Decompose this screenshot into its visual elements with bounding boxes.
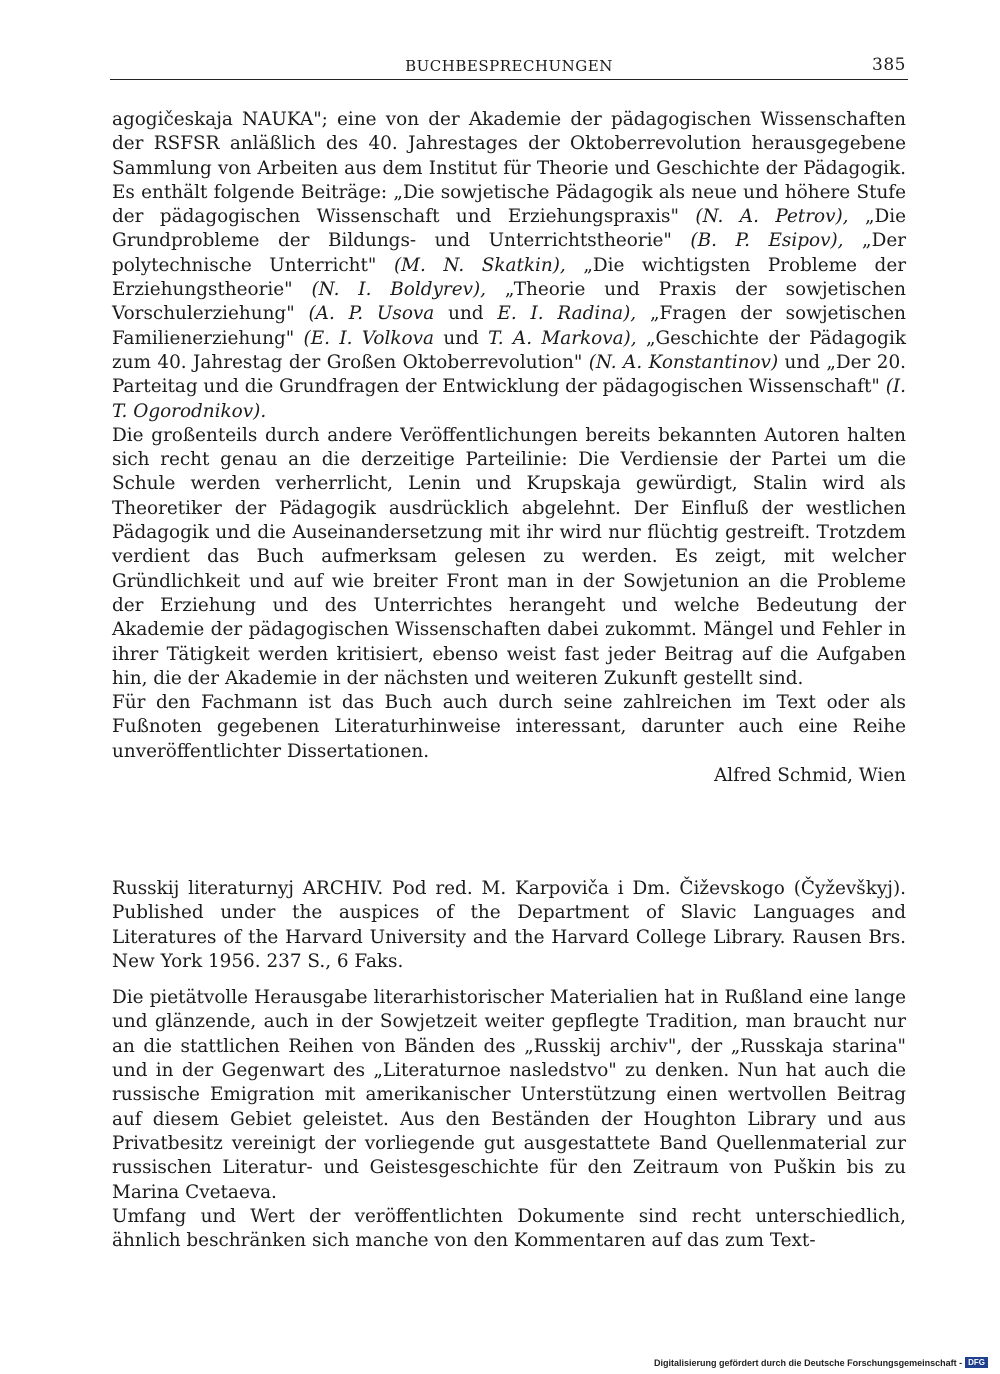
page-number: 385 — [872, 55, 906, 75]
text-run: und „Der 20. Parteitag und die Grundfragen der Entwicklung der pädagogischen Wissenschaft" — [112, 351, 906, 398]
text-run: „Die wichtigsten Probleme der Erziehungstheorie" — [112, 254, 906, 301]
author-name: (N. A. Petrov), — [695, 206, 849, 228]
review-2-bibliographic-heading: Russkij literaturnyj ARCHIV. Pod red. M. Karpoviča i Dm. Čiževskogo (Čyževškyj). Published under the auspices of the Department of Slavic Languages and Literatures of the Harvard University and the Harvard College Library. Rausen Brs. New York 1956. 237 S., 6 Faks. — [112, 878, 906, 972]
author-name: (E. I. Volkova — [303, 327, 434, 349]
review-1-paragraph-1 — [112, 108, 906, 424]
author-name: (M. N. Skatkin), — [393, 254, 566, 276]
author-name: T. A. Markova), — [488, 327, 637, 349]
text-run: und — [433, 327, 489, 349]
review-1 — [112, 108, 906, 788]
review-2-paragraph-1: Die pietätvolle Herausgabe literarhistorischer Materialien hat in Rußland eine lange und glänzende, auch in der Sowjetzeit weiter gepflegte Tradition, man braucht nur an die stattlichen Reihen von Bänden des „Russkij archiv", der „Russkaja starina" und in der Gegenwart des „Literaturnoe nasledstvo" zu denken. Nun hat auch die russische Emigration mit amerikanischer Unterstützung einen wertvollen Beitrag auf diesem Gebiet geleistet. Aus den Beständen der Houghton Library und aus Privatbesitz vereinigt der vorliegende gut ausgestattete Band Quellenmaterial zur russischen Literatur- und Geistesgeschichte für den Zeitraum von Puškin bis zu Marina Cvetaeva. — [112, 987, 906, 1203]
dfg-logo: DFG — [965, 1357, 988, 1368]
footer-text: Digitalisierung gefördert durch die Deutsche Forschungsgemeinschaft - — [654, 1357, 963, 1368]
text-run: und — [434, 303, 498, 325]
review-1-paragraph-3: Für den Fachmann ist das Buch auch durch seine zahlreichen im Text oder als Fußnoten gegebenen Literaturhinweise interessant, darunter auch eine Reihe unveröffentlichter Dissertationen. — [112, 692, 906, 762]
author-name: (N. A. Konstantinov) — [588, 351, 779, 373]
author-name: (I. T. Ogorodnikov). — [112, 376, 907, 422]
digitization-footer — [654, 1357, 988, 1368]
text-run: „Geschichte der Pädagogik zum 40. Jahrestag der Großen Oktoberrevolution" — [112, 327, 906, 373]
author-name: (N. I. Boldyrev), — [311, 279, 487, 301]
review-2-paragraph-2: Umfang und Wert der veröffentlichten Dokumente sind recht unterschiedlich, ähnlich beschränken sich manche von den Kommentaren auf das zum Text- — [112, 1205, 906, 1252]
review-1-paragraph-2: Die großenteils durch andere Veröffentlichungen bereits bekannten Autoren halten sich recht genau an die derzeitige Parteilinie: Die Verdiensie der Partei um die Schule werden verherrlicht, Lenin und Krupskaja gewürdigt, Stalin wird als Theoretiker der Pädagogik ausdrücklich abgelehnt. Der Einfluß der westlichen Pädagogik und die Auseinandersetzung mit ihr wird nur flüchtig gestreift. Trotzdem verdient das Buch aufmerksam gelesen zu werden. Es zeigt, mit welcher Gründlichkeit und auf wie breiter Front man in der Sowjetunion an die Probleme der Erziehung und des Unterrichtes herangeht und welche Bedeutung der Akademie der pädagogischen Wissenschaften dabei zukommt. Mängel und Fehler in ihrer Tätigkeit werden kritisiert, ebenso weist fast jeder Beitrag auf die Aufgaben hin, die der Akademie in der nächsten und weiteren Zukunft gestellt sind. — [112, 424, 906, 689]
running-header — [110, 55, 908, 80]
author-name: E. I. Radina), — [497, 303, 637, 325]
text-run: „Die Grundprobleme der Bildungs- und Unterrichtstheorie" — [112, 206, 906, 252]
reviewer-signature: Alfred Schmid, Wien — [714, 765, 906, 787]
text-run: agogičeskaja NAUKA"; eine von der Akademie der pädagogischen Wissenschaften der RSFSR anläßlich des 40. Jahrestages der Oktoberrevolution herausgegebene Sammlung von Arbeiten aus dem Institut für Theorie und Geschichte der Pädagogik. Es enthält folgende Beiträge: „Die sowjetische Pädagogik als neue und höhere Stufe der pädagogischen Wissenschaft und Erziehungspraxis" — [112, 109, 906, 228]
author-name: (A. P. Usova — [308, 303, 435, 325]
review-2 — [112, 877, 906, 1253]
section-title: BUCHBESPRECHUNGEN — [405, 57, 613, 75]
text-run: „Fragen der sowjetischen Familienerziehung" — [112, 303, 906, 349]
author-name: (B. P. Esipov), — [690, 230, 844, 252]
text-run: „Theorie und Praxis der sowjetischen Vorschulerziehung" — [112, 279, 907, 325]
text-run: „Der polytechnische Unterricht" — [112, 230, 906, 276]
